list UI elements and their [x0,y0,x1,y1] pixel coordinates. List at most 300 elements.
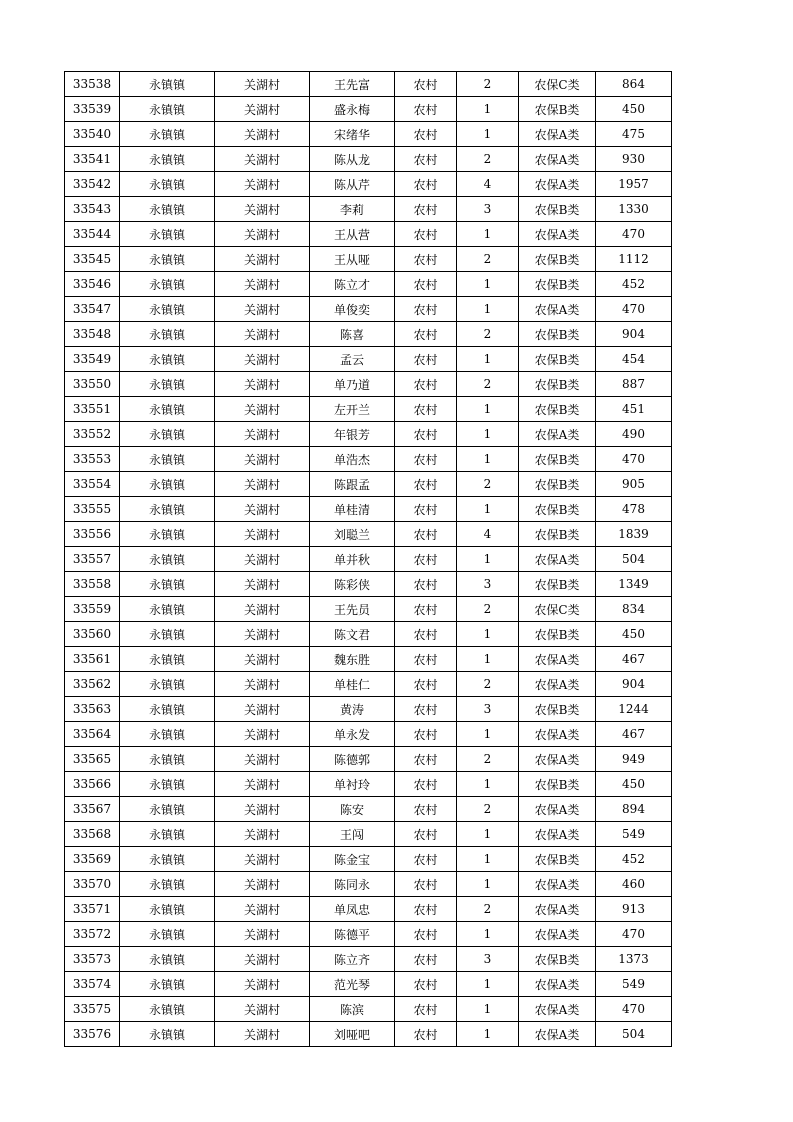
table-cell-village: 关湖村 [215,347,310,372]
table-cell-insurance_category: 农保B类 [519,497,596,522]
table-cell-town: 永镇镇 [120,172,215,197]
table-cell-village: 关湖村 [215,747,310,772]
table-cell-village: 关湖村 [215,422,310,447]
table-cell-id: 33568 [65,822,120,847]
table-row [65,922,672,947]
table-cell-person_count: 1 [457,1022,519,1047]
table-cell-name: 陈滨 [310,997,395,1022]
table-cell-residence_type: 农村 [395,647,457,672]
table-cell-person_count: 3 [457,197,519,222]
table-row [65,522,672,547]
table-cell-town: 永镇镇 [120,972,215,997]
table-cell-id: 33573 [65,947,120,972]
table-cell-town: 永镇镇 [120,597,215,622]
table-cell-village: 关湖村 [215,522,310,547]
table-cell-town: 永镇镇 [120,197,215,222]
table-row [65,972,672,997]
table-cell-id: 33551 [65,397,120,422]
table-cell-town: 永镇镇 [120,797,215,822]
table-cell-residence_type: 农村 [395,747,457,772]
table-cell-town: 永镇镇 [120,922,215,947]
table-cell-person_count: 2 [457,147,519,172]
table-row [65,697,672,722]
table-cell-person_count: 1 [457,297,519,322]
table-row [65,747,672,772]
table-cell-name: 刘哑吧 [310,1022,395,1047]
table-cell-id: 33569 [65,847,120,872]
table-cell-town: 永镇镇 [120,347,215,372]
table-cell-amount: 467 [596,722,672,747]
table-cell-id: 33538 [65,72,120,97]
table-row [65,847,672,872]
table-cell-town: 永镇镇 [120,697,215,722]
table-cell-amount: 905 [596,472,672,497]
table-cell-person_count: 1 [457,647,519,672]
table-cell-town: 永镇镇 [120,247,215,272]
table-row [65,947,672,972]
table-cell-village: 关湖村 [215,997,310,1022]
table-cell-person_count: 1 [457,347,519,372]
table-cell-insurance_category: 农保B类 [519,572,596,597]
table-cell-residence_type: 农村 [395,247,457,272]
benefit-roster-table [64,71,672,1047]
table-cell-residence_type: 农村 [395,772,457,797]
table-cell-village: 关湖村 [215,972,310,997]
table-cell-village: 关湖村 [215,922,310,947]
table-cell-id: 33550 [65,372,120,397]
table-cell-name: 范光琴 [310,972,395,997]
table-cell-residence_type: 农村 [395,897,457,922]
table-cell-id: 33571 [65,897,120,922]
table-cell-town: 永镇镇 [120,872,215,897]
table-cell-village: 关湖村 [215,872,310,897]
table-cell-amount: 904 [596,322,672,347]
table-cell-name: 单桂仁 [310,672,395,697]
table-body [65,72,672,1047]
table-row [65,97,672,122]
table-cell-town: 永镇镇 [120,72,215,97]
table-cell-id: 33562 [65,672,120,697]
table-row [65,997,672,1022]
table-cell-insurance_category: 农保A类 [519,647,596,672]
table-row [65,572,672,597]
table-cell-town: 永镇镇 [120,572,215,597]
table-cell-insurance_category: 农保A类 [519,422,596,447]
table-cell-person_count: 3 [457,572,519,597]
table-cell-person_count: 3 [457,697,519,722]
table-row [65,147,672,172]
table-cell-amount: 1112 [596,247,672,272]
table-row [65,622,672,647]
table-cell-town: 永镇镇 [120,322,215,347]
table-row [65,197,672,222]
table-cell-town: 永镇镇 [120,1022,215,1047]
table-cell-town: 永镇镇 [120,847,215,872]
table-cell-person_count: 1 [457,422,519,447]
table-row [65,272,672,297]
table-cell-person_count: 3 [457,947,519,972]
table-cell-town: 永镇镇 [120,497,215,522]
table-cell-town: 永镇镇 [120,622,215,647]
table-cell-residence_type: 农村 [395,672,457,697]
table-cell-village: 关湖村 [215,247,310,272]
table-cell-amount: 913 [596,897,672,922]
table-row [65,122,672,147]
table-cell-insurance_category: 农保B类 [519,372,596,397]
table-cell-village: 关湖村 [215,197,310,222]
table-cell-residence_type: 农村 [395,222,457,247]
table-cell-id: 33548 [65,322,120,347]
table-row [65,897,672,922]
table-row [65,172,672,197]
table-cell-town: 永镇镇 [120,147,215,172]
table-cell-insurance_category: 农保B类 [519,247,596,272]
table-cell-name: 宋绪华 [310,122,395,147]
table-cell-person_count: 1 [457,997,519,1022]
table-cell-insurance_category: 农保B类 [519,447,596,472]
table-row [65,322,672,347]
table-cell-amount: 504 [596,547,672,572]
table-cell-name: 王从营 [310,222,395,247]
table-cell-residence_type: 农村 [395,822,457,847]
table-cell-insurance_category: 农保A类 [519,222,596,247]
table-cell-id: 33539 [65,97,120,122]
table-cell-residence_type: 农村 [395,622,457,647]
table-cell-id: 33556 [65,522,120,547]
table-cell-residence_type: 农村 [395,697,457,722]
table-row [65,247,672,272]
table-row [65,372,672,397]
table-cell-village: 关湖村 [215,172,310,197]
table-cell-name: 陈立才 [310,272,395,297]
table-cell-village: 关湖村 [215,322,310,347]
table-row [65,597,672,622]
table-cell-person_count: 1 [457,397,519,422]
table-row [65,497,672,522]
table-row [65,797,672,822]
table-cell-residence_type: 农村 [395,847,457,872]
table-cell-name: 王闯 [310,822,395,847]
table-cell-insurance_category: 农保A类 [519,797,596,822]
table-cell-amount: 904 [596,672,672,697]
table-cell-residence_type: 农村 [395,572,457,597]
table-row [65,472,672,497]
table-cell-id: 33540 [65,122,120,147]
table-cell-insurance_category: 农保A类 [519,1022,596,1047]
table-cell-residence_type: 农村 [395,372,457,397]
table-cell-insurance_category: 农保B类 [519,847,596,872]
table-cell-town: 永镇镇 [120,547,215,572]
table-cell-insurance_category: 农保A类 [519,872,596,897]
table-cell-person_count: 1 [457,122,519,147]
table-cell-residence_type: 农村 [395,997,457,1022]
table-cell-residence_type: 农村 [395,972,457,997]
table-cell-residence_type: 农村 [395,872,457,897]
table-cell-village: 关湖村 [215,297,310,322]
table-cell-person_count: 1 [457,622,519,647]
table-cell-town: 永镇镇 [120,897,215,922]
table-cell-village: 关湖村 [215,947,310,972]
table-cell-village: 关湖村 [215,222,310,247]
table-cell-village: 关湖村 [215,1022,310,1047]
table-cell-id: 33572 [65,922,120,947]
table-cell-amount: 451 [596,397,672,422]
table-cell-id: 33559 [65,597,120,622]
table-cell-amount: 887 [596,372,672,397]
table-cell-town: 永镇镇 [120,647,215,672]
table-cell-town: 永镇镇 [120,97,215,122]
table-cell-id: 33553 [65,447,120,472]
table-cell-town: 永镇镇 [120,522,215,547]
table-cell-person_count: 2 [457,747,519,772]
table-cell-town: 永镇镇 [120,272,215,297]
table-cell-residence_type: 农村 [395,547,457,572]
table-row [65,397,672,422]
table-cell-village: 关湖村 [215,372,310,397]
table-cell-person_count: 2 [457,247,519,272]
table-cell-village: 关湖村 [215,697,310,722]
table-cell-amount: 454 [596,347,672,372]
table-cell-village: 关湖村 [215,72,310,97]
table-cell-person_count: 1 [457,497,519,522]
table-cell-person_count: 1 [457,547,519,572]
table-cell-id: 33563 [65,697,120,722]
table-cell-amount: 864 [596,72,672,97]
table-cell-insurance_category: 农保B类 [519,322,596,347]
table-cell-id: 33544 [65,222,120,247]
table-cell-village: 关湖村 [215,397,310,422]
table-cell-village: 关湖村 [215,497,310,522]
table-cell-town: 永镇镇 [120,372,215,397]
table-cell-town: 永镇镇 [120,222,215,247]
table-row [65,672,672,697]
table-cell-insurance_category: 农保B类 [519,472,596,497]
table-cell-town: 永镇镇 [120,997,215,1022]
table-cell-town: 永镇镇 [120,122,215,147]
table-cell-name: 单乃道 [310,372,395,397]
table-row [65,72,672,97]
table-cell-person_count: 1 [457,972,519,997]
table-cell-amount: 490 [596,422,672,447]
table-cell-village: 关湖村 [215,822,310,847]
table-cell-amount: 450 [596,622,672,647]
table-cell-name: 陈立齐 [310,947,395,972]
table-cell-amount: 894 [596,797,672,822]
table-row [65,447,672,472]
table-cell-amount: 460 [596,872,672,897]
table-cell-name: 单桂清 [310,497,395,522]
table-cell-amount: 504 [596,1022,672,1047]
table-cell-name: 陈跟孟 [310,472,395,497]
table-cell-amount: 470 [596,447,672,472]
table-cell-village: 关湖村 [215,97,310,122]
table-cell-insurance_category: 农保B类 [519,772,596,797]
table-cell-id: 33558 [65,572,120,597]
table-cell-id: 33576 [65,1022,120,1047]
table-cell-name: 单俊奕 [310,297,395,322]
table-cell-residence_type: 农村 [395,322,457,347]
table-cell-insurance_category: 农保B类 [519,347,596,372]
table-cell-amount: 452 [596,272,672,297]
table-cell-village: 关湖村 [215,447,310,472]
table-cell-id: 33557 [65,547,120,572]
table-cell-town: 永镇镇 [120,672,215,697]
table-cell-id: 33552 [65,422,120,447]
table-cell-town: 永镇镇 [120,722,215,747]
table-cell-insurance_category: 农保B类 [519,197,596,222]
table-cell-residence_type: 农村 [395,172,457,197]
table-cell-residence_type: 农村 [395,922,457,947]
table-cell-id: 33555 [65,497,120,522]
table-cell-name: 黄涛 [310,697,395,722]
table-row [65,222,672,247]
table-cell-name: 陈德平 [310,922,395,947]
table-cell-person_count: 1 [457,97,519,122]
table-cell-name: 左开兰 [310,397,395,422]
table-cell-town: 永镇镇 [120,397,215,422]
table-row [65,347,672,372]
table-cell-id: 33541 [65,147,120,172]
table-cell-name: 魏东胜 [310,647,395,672]
table-cell-id: 33560 [65,622,120,647]
table-cell-person_count: 1 [457,822,519,847]
table-cell-insurance_category: 农保A类 [519,997,596,1022]
table-cell-insurance_category: 农保A类 [519,972,596,997]
table-cell-village: 关湖村 [215,672,310,697]
table-cell-name: 李莉 [310,197,395,222]
table-cell-person_count: 2 [457,472,519,497]
table-cell-name: 陈安 [310,797,395,822]
table-cell-name: 单永发 [310,722,395,747]
table-cell-name: 单凤忠 [310,897,395,922]
table-cell-name: 王先员 [310,597,395,622]
table-cell-name: 王先富 [310,72,395,97]
table-cell-insurance_category: 农保B类 [519,272,596,297]
table-cell-village: 关湖村 [215,547,310,572]
table-cell-residence_type: 农村 [395,1022,457,1047]
table-row [65,872,672,897]
table-cell-residence_type: 农村 [395,297,457,322]
table-cell-insurance_category: 农保B类 [519,97,596,122]
table-cell-residence_type: 农村 [395,72,457,97]
table-cell-person_count: 1 [457,872,519,897]
table-cell-town: 永镇镇 [120,472,215,497]
table-cell-person_count: 4 [457,172,519,197]
table-cell-amount: 949 [596,747,672,772]
table-cell-insurance_category: 农保A类 [519,547,596,572]
table-cell-name: 刘聪兰 [310,522,395,547]
table-cell-residence_type: 农村 [395,347,457,372]
table-cell-person_count: 1 [457,222,519,247]
table-cell-village: 关湖村 [215,122,310,147]
table-row [65,297,672,322]
table-cell-id: 33570 [65,872,120,897]
table-cell-residence_type: 农村 [395,422,457,447]
table-cell-village: 关湖村 [215,472,310,497]
table-cell-insurance_category: 农保C类 [519,72,596,97]
table-cell-town: 永镇镇 [120,747,215,772]
table-cell-id: 33547 [65,297,120,322]
table-cell-amount: 1839 [596,522,672,547]
table-cell-village: 关湖村 [215,647,310,672]
table-row [65,1022,672,1047]
table-cell-amount: 1957 [596,172,672,197]
table-cell-village: 关湖村 [215,722,310,747]
table-cell-residence_type: 农村 [395,497,457,522]
table-cell-insurance_category: 农保A类 [519,747,596,772]
table-cell-insurance_category: 农保A类 [519,822,596,847]
table-cell-name: 陈金宝 [310,847,395,872]
table-cell-id: 33574 [65,972,120,997]
table-cell-insurance_category: 农保A类 [519,897,596,922]
table-cell-amount: 470 [596,922,672,947]
table-row [65,722,672,747]
table-cell-name: 单浩杰 [310,447,395,472]
table-cell-amount: 475 [596,122,672,147]
table-cell-person_count: 2 [457,72,519,97]
table-cell-name: 陈喜 [310,322,395,347]
table-cell-amount: 450 [596,97,672,122]
table-cell-name: 盛永梅 [310,97,395,122]
table-cell-name: 王从哑 [310,247,395,272]
table-cell-id: 33546 [65,272,120,297]
table-cell-residence_type: 农村 [395,272,457,297]
table-cell-town: 永镇镇 [120,447,215,472]
table-cell-person_count: 2 [457,322,519,347]
table-cell-insurance_category: 农保A类 [519,672,596,697]
table-cell-village: 关湖村 [215,272,310,297]
table-cell-village: 关湖村 [215,622,310,647]
table-row [65,647,672,672]
table-cell-residence_type: 农村 [395,97,457,122]
table-cell-name: 年银芳 [310,422,395,447]
table-row [65,772,672,797]
table-cell-insurance_category: 农保C类 [519,597,596,622]
table-cell-insurance_category: 农保A类 [519,297,596,322]
table-cell-amount: 930 [596,147,672,172]
table-cell-town: 永镇镇 [120,822,215,847]
table-cell-person_count: 1 [457,922,519,947]
table-cell-amount: 1244 [596,697,672,722]
table-cell-residence_type: 农村 [395,472,457,497]
table-cell-village: 关湖村 [215,797,310,822]
table-cell-residence_type: 农村 [395,397,457,422]
table-cell-insurance_category: 农保B类 [519,697,596,722]
table-cell-residence_type: 农村 [395,522,457,547]
table-cell-insurance_category: 农保A类 [519,147,596,172]
table-cell-id: 33567 [65,797,120,822]
table-cell-name: 孟云 [310,347,395,372]
table-cell-name: 陈彩侠 [310,572,395,597]
table-cell-residence_type: 农村 [395,797,457,822]
table-cell-amount: 478 [596,497,672,522]
table-cell-name: 陈从芹 [310,172,395,197]
table-cell-amount: 1349 [596,572,672,597]
table-cell-id: 33575 [65,997,120,1022]
table-cell-person_count: 1 [457,447,519,472]
table-cell-amount: 1373 [596,947,672,972]
table-cell-name: 陈文君 [310,622,395,647]
table-cell-village: 关湖村 [215,147,310,172]
table-cell-town: 永镇镇 [120,422,215,447]
table-cell-name: 陈同永 [310,872,395,897]
table-cell-insurance_category: 农保A类 [519,922,596,947]
table-cell-village: 关湖村 [215,572,310,597]
table-cell-id: 33566 [65,772,120,797]
table-cell-id: 33554 [65,472,120,497]
table-row [65,547,672,572]
table-row [65,822,672,847]
